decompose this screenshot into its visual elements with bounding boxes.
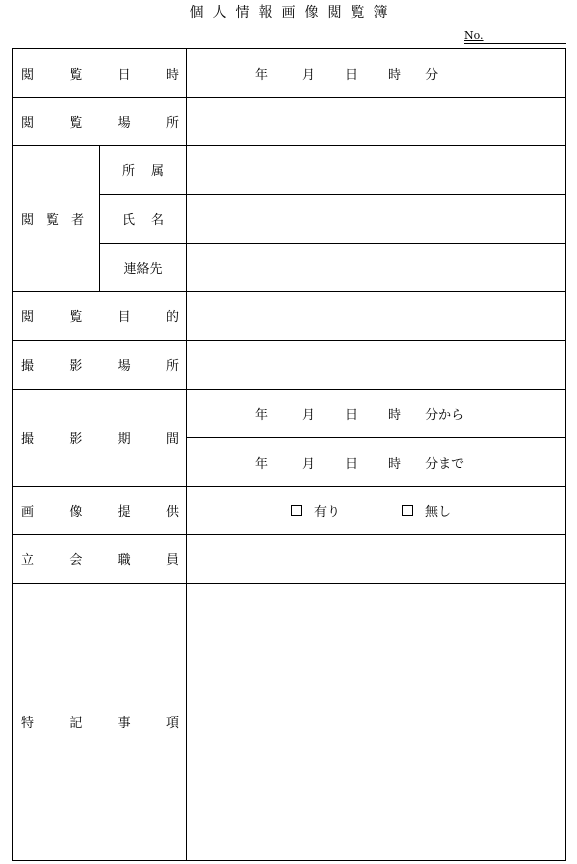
shooting-period-from-field[interactable]: 年 月 日 時 分から xyxy=(255,407,465,423)
viewer-label: 閲 覧 者 xyxy=(21,212,85,228)
name-field[interactable] xyxy=(187,194,567,243)
attending-staff-field[interactable] xyxy=(187,534,567,583)
affiliation-field[interactable] xyxy=(187,145,567,194)
provision-no-checkbox[interactable] xyxy=(402,505,413,516)
viewing-record-form xyxy=(12,48,566,861)
shooting-place-field[interactable] xyxy=(187,340,567,389)
name-label: 氏 名 xyxy=(121,213,165,228)
special-notes-label: 特 記 事 項 xyxy=(21,716,179,731)
number-field[interactable] xyxy=(464,28,566,44)
viewing-purpose-field[interactable] xyxy=(187,291,567,340)
image-provision-label: 画 像 提 供 xyxy=(21,504,179,520)
page-title: 個人情報画像閲覧簿 xyxy=(189,5,397,21)
shooting-period-to-field[interactable]: 年 月 日 時 分まで xyxy=(255,456,465,472)
contact-field[interactable] xyxy=(187,243,567,291)
viewing-place-label: 閲 覧 場 所 xyxy=(21,115,179,131)
shooting-period-label: 撮 影 期 間 xyxy=(21,432,179,447)
contact-label: 連絡先 xyxy=(123,261,163,277)
viewing-place-field[interactable] xyxy=(187,97,567,145)
affiliation-label: 所 属 xyxy=(121,164,165,179)
number-label: No. xyxy=(464,29,484,42)
viewing-datetime-label: 閲 覧 日 時 xyxy=(21,67,179,83)
image-provision-field xyxy=(187,486,567,534)
special-notes-field[interactable] xyxy=(187,583,567,860)
attending-staff-label: 立 会 職 員 xyxy=(21,553,179,568)
provision-no-label: 無し xyxy=(425,504,452,520)
shooting-place-label: 撮 影 場 所 xyxy=(21,359,179,374)
provision-yes-label: 有り xyxy=(314,504,341,520)
viewing-purpose-label: 閲 覧 目 的 xyxy=(21,310,179,325)
provision-yes-checkbox[interactable] xyxy=(291,505,302,516)
viewing-datetime-field[interactable]: 年 月 日 時 分 xyxy=(255,67,439,83)
